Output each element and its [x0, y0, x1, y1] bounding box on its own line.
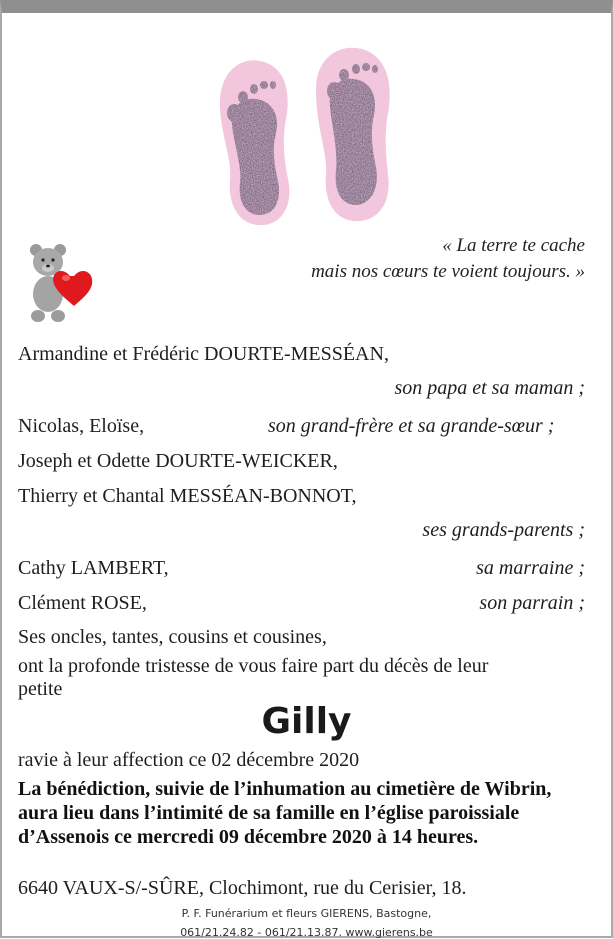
parents-role: son papa et sa maman ; — [394, 377, 585, 399]
grandparents-2: Thierry et Chantal MESSÉAN-BONNOT, — [18, 485, 357, 507]
teddy-bear-heart-image — [26, 236, 96, 328]
other-relatives: Ses oncles, tantes, cousins et cousines, — [18, 626, 327, 648]
quote-line-2: mais nos cœurs te voient toujours. » — [311, 261, 585, 282]
date-of-passing: ravie à leur affection ce 02 décembre 2020 — [18, 749, 360, 771]
family-address: 6640 VAUX-S/-SÛRE, Clochimont, rue du Cerisier, 18. — [18, 877, 467, 899]
funeral-home-line-1: P. F. Funérarium et fleurs GIERENS, Bastogne, — [181, 907, 432, 920]
footprints-icon — [198, 29, 410, 234]
godfather-role: son parrain ; — [479, 592, 585, 614]
ceremony-details: La bénédiction, suivie de l’inhumation au cimetière de Wibrin, aura lieu dans l’intimité de sa famille en l’église paroissiale d’Assenois ce mercredi 09 décembre 2020 à 14 heures. — [18, 778, 552, 848]
announcement-line-1: ont la profonde tristesse de vous faire part du décès de leur — [18, 655, 489, 677]
epitaph-quote — [185, 233, 585, 285]
siblings-role: son grand-frère et sa grande-sœur ; — [268, 415, 555, 437]
quote-line-1: « La terre te cache — [442, 235, 585, 256]
grandparents-1: Joseph et Odette DOURTE-WEICKER, — [18, 450, 338, 472]
deceased-name: Gilly — [261, 701, 352, 742]
siblings-names: Nicolas, Eloïse, — [18, 415, 145, 437]
godfather-name: Clément ROSE, — [18, 592, 147, 614]
parents-names: Armandine et Frédéric DOURTE-MESSÉAN, — [18, 343, 389, 365]
baby-footprints-image — [198, 29, 410, 234]
godmother-name: Cathy LAMBERT, — [18, 557, 169, 579]
grandparents-role: ses grands-parents ; — [422, 519, 585, 541]
teddy-heart-icon — [26, 236, 96, 328]
funeral-home-line-2: 061/21.24.82 - 061/21.13.87. www.gierens.be — [180, 926, 433, 939]
godmother-role: sa marraine ; — [476, 557, 585, 579]
announcement-line-2: petite — [18, 678, 63, 700]
